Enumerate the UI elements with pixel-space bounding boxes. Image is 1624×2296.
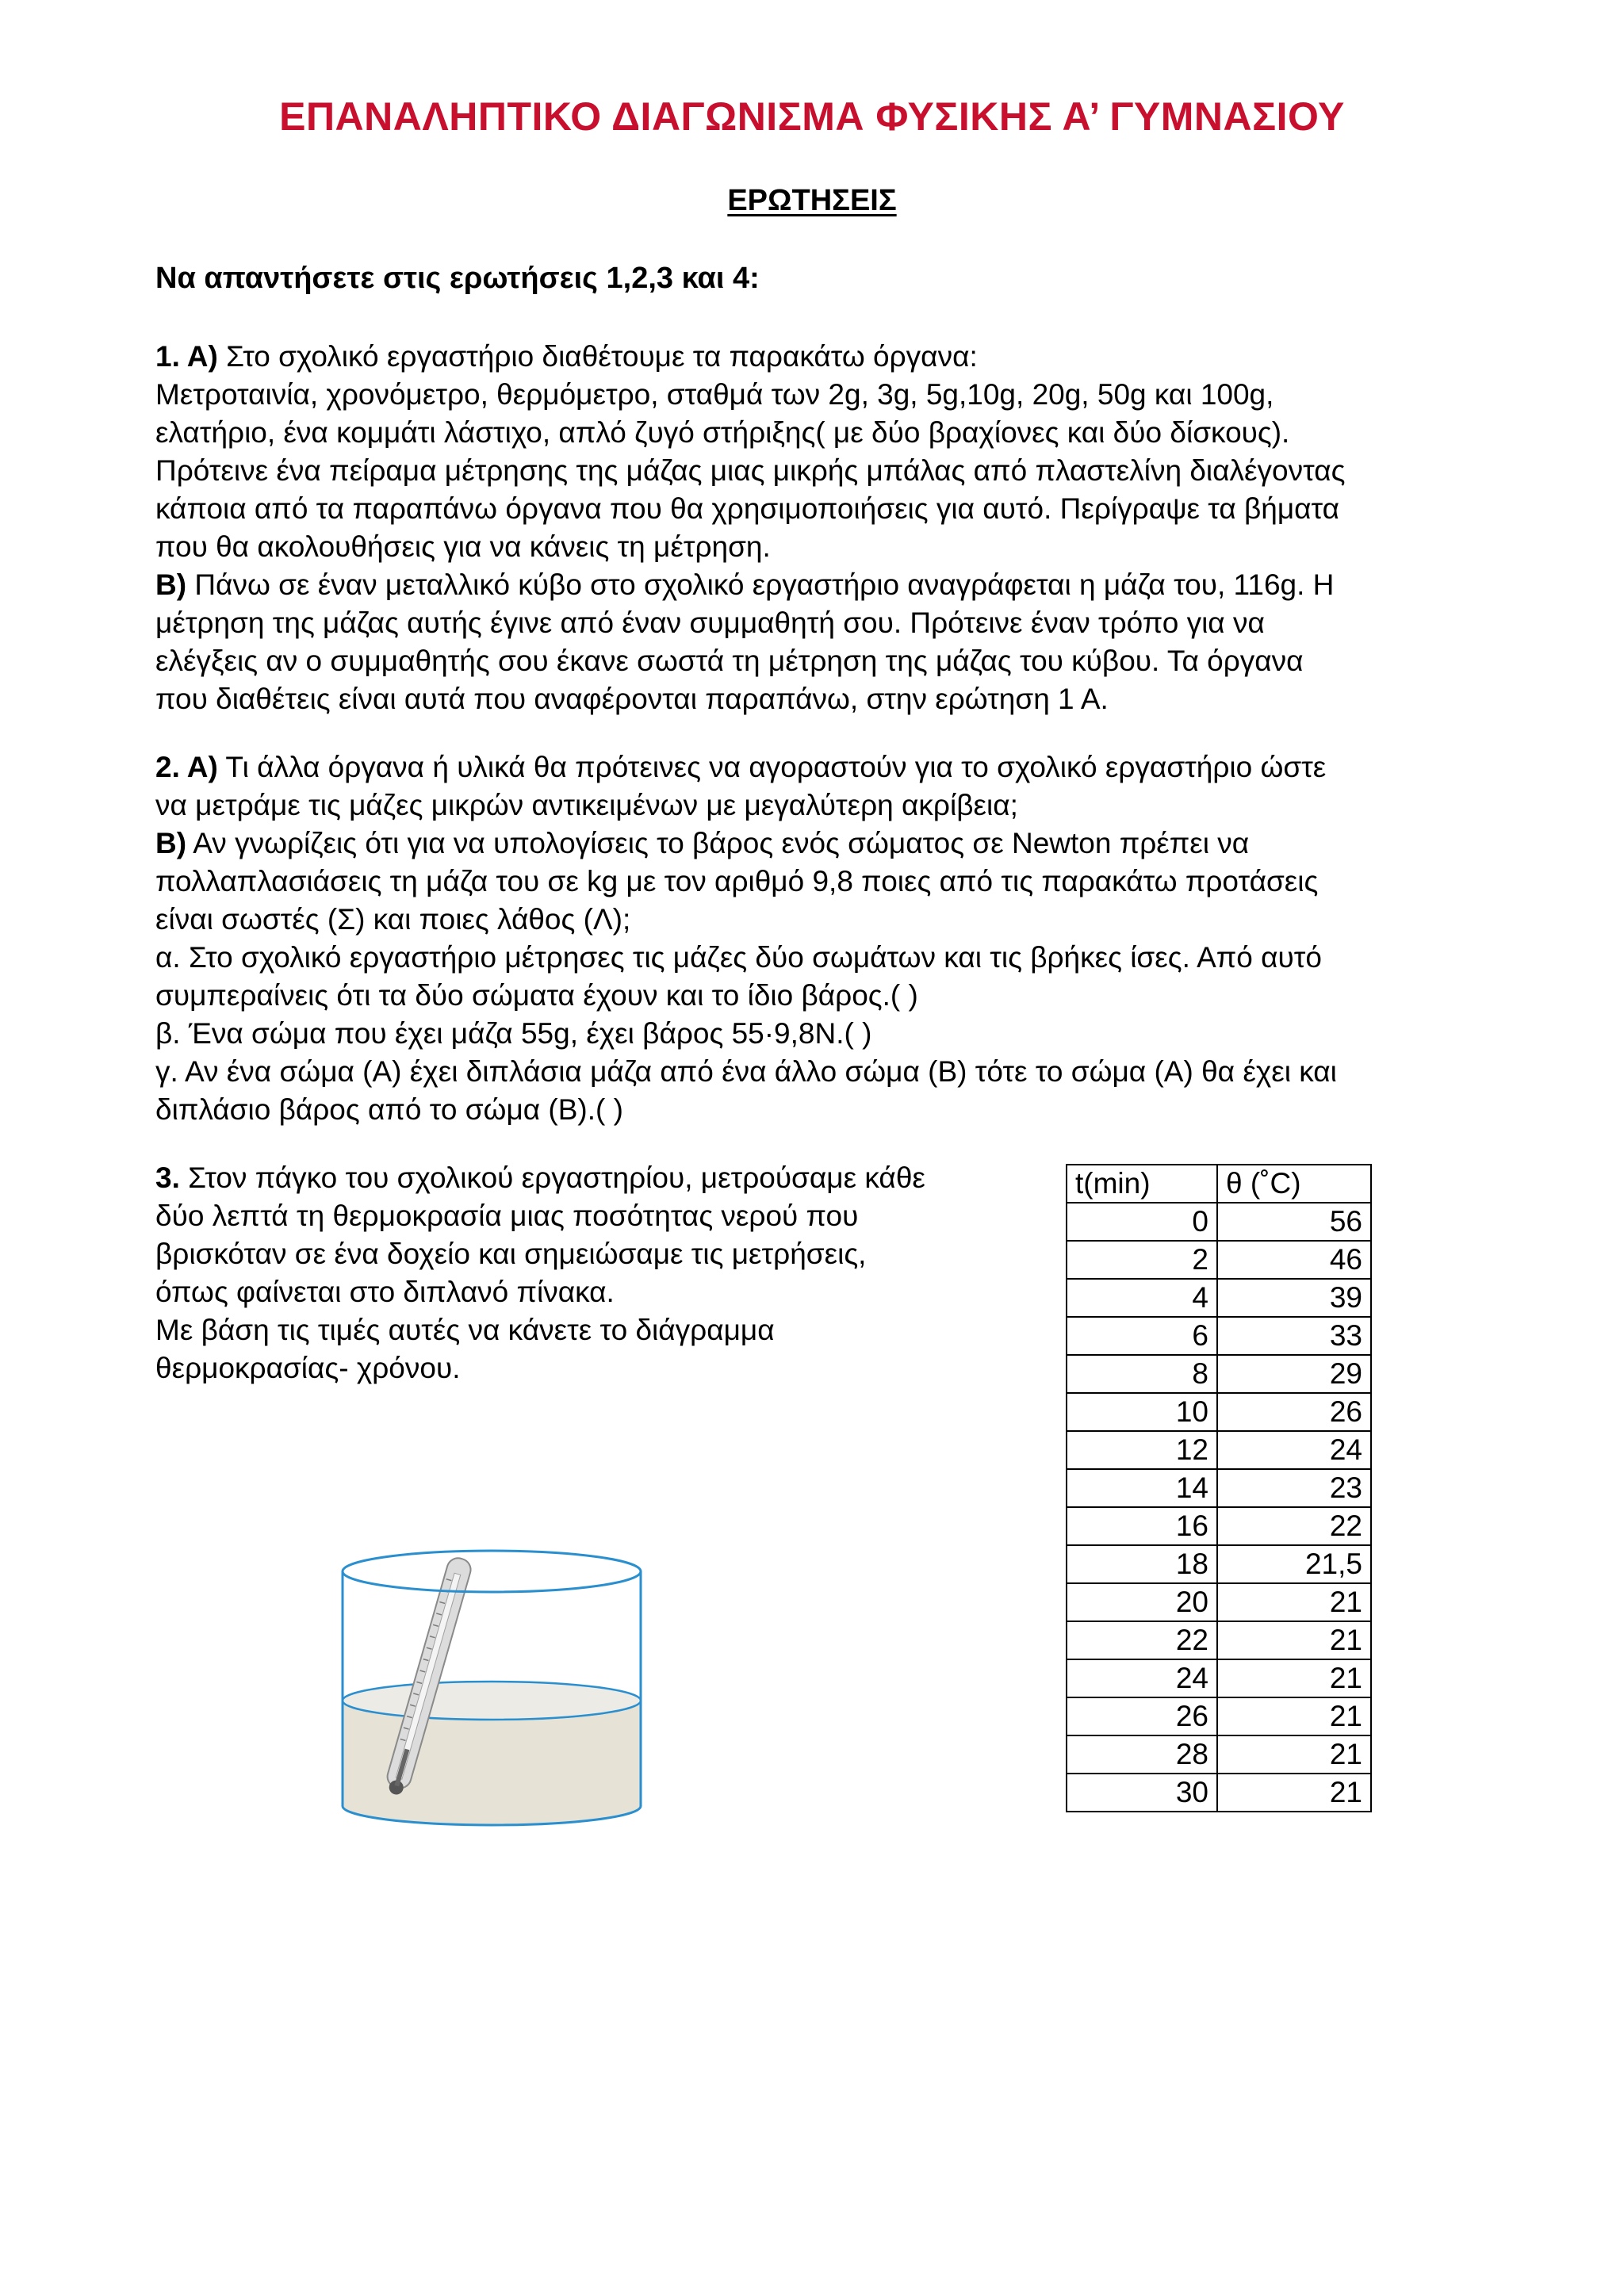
question-3-line: βρισκόταν σε ένα δοχείο και σημειώσαμε τις μετρήσεις,	[155, 1238, 867, 1270]
table-cell-temperature: 56	[1217, 1203, 1371, 1241]
question-3-line: όπως φαίνεται στο διπλανό πίνακα.	[155, 1276, 615, 1308]
table-cell-temperature: 21	[1217, 1774, 1371, 1812]
beaker-with-thermometer-icon	[333, 1538, 650, 1839]
table-row	[1067, 1774, 1371, 1812]
question-3	[155, 1159, 1028, 1387]
question-2b-label: Β)	[155, 827, 187, 859]
table-cell-temperature: 24	[1217, 1431, 1371, 1469]
question-1b-line: που διαθέτεις είναι αυτά που αναφέρονται παραπάνω, στην ερώτηση 1 Α.	[155, 683, 1109, 715]
table-cell-time: 22	[1067, 1621, 1217, 1659]
table-cell-time: 2	[1067, 1241, 1217, 1279]
question-1	[155, 338, 1488, 718]
temperature-time-table	[1066, 1164, 1372, 1812]
table-row	[1067, 1355, 1371, 1393]
question-2a-line: να μετράμε τις μάζες μικρών αντικειμένων με μεγαλύτερη ακρίβεια;	[155, 789, 1018, 821]
table-cell-time: 8	[1067, 1355, 1217, 1393]
table-cell-temperature: 22	[1217, 1507, 1371, 1545]
question-2	[155, 748, 1488, 1129]
table-header-row	[1067, 1165, 1371, 1203]
question-3-label: 3.	[155, 1161, 180, 1194]
section-heading: ΕΡΩΤΗΣΕΙΣ	[727, 184, 897, 217]
question-2b-line: είναι σωστές (Σ) και ποιες λάθος (Λ);	[155, 903, 631, 936]
table-header-temperature: θ (˚C)	[1217, 1165, 1371, 1203]
question-1a-line	[155, 338, 1488, 376]
question-2b-line	[155, 825, 1488, 863]
table-cell-time: 24	[1067, 1659, 1217, 1697]
table-row	[1067, 1317, 1371, 1355]
table-cell-temperature: 33	[1217, 1317, 1371, 1355]
table-cell-time: 18	[1067, 1545, 1217, 1583]
question-1b-line: ελέγξεις αν ο συμμαθητής σου έκανε σωστά τη μέτρηση της μάζας του κύβου. Τα όργανα	[155, 645, 1304, 677]
table-cell-temperature: 21	[1217, 1621, 1371, 1659]
table-cell-temperature: 39	[1217, 1279, 1371, 1317]
table-cell-time: 26	[1067, 1697, 1217, 1735]
question-3-line	[155, 1159, 1028, 1197]
question-1a-text: Στο σχολικό εργαστήριο διαθέτουμε τα παρακάτω όργανα:	[217, 340, 978, 373]
table-cell-temperature: 21	[1217, 1697, 1371, 1735]
question-3-line: θερμοκρασίας- χρόνου.	[155, 1352, 461, 1384]
table-cell-time: 20	[1067, 1583, 1217, 1621]
question-2b-line: α. Στο σχολικό εργαστήριο μέτρησες τις μάζες δύο σωμάτων και τις βρήκες ίσες. Από αυτό	[155, 941, 1322, 974]
table-cell-temperature: 21	[1217, 1735, 1371, 1774]
table-row	[1067, 1241, 1371, 1279]
question-2b-line: διπλάσιο βάρος από το σώμα (Β).( )	[155, 1093, 623, 1126]
table-row	[1067, 1507, 1371, 1545]
question-1a-line: Πρότεινε ένα πείραμα μέτρησης της μάζας μιας μικρής μπάλας από πλαστελίνη διαλέγοντας	[155, 454, 1346, 487]
question-3-line: δύο λεπτά τη θερμοκρασία μιας ποσότητας νερού που	[155, 1200, 859, 1232]
question-1a-line: ελατήριο, ένα κομμάτι λάστιχο, απλό ζυγό στήριξης( με δύο βραχίονες και δύο δίσκους).	[155, 416, 1290, 449]
table-row	[1067, 1469, 1371, 1507]
question-2b-line: συμπεραίνεις ότι τα δύο σώματα έχουν και το ίδιο βάρος.( )	[155, 979, 918, 1012]
table-cell-time: 6	[1067, 1317, 1217, 1355]
question-2a-line	[155, 748, 1488, 786]
question-1a-label: 1. Α)	[155, 340, 218, 373]
table-cell-temperature: 21	[1217, 1659, 1371, 1697]
question-1b-text: Πάνω σε έναν μεταλλικό κύβο στο σχολικό εργαστήριο αναγράφεται η μάζα του, 116g. Η	[186, 568, 1335, 601]
question-2b-line: πολλαπλασιάσεις τη μάζα του σε kg με τον αριθμό 9,8 ποιες από τις παρακάτω προτάσεις	[155, 865, 1319, 897]
table-row	[1067, 1203, 1371, 1241]
table-cell-time: 30	[1067, 1774, 1217, 1812]
table-cell-temperature: 46	[1217, 1241, 1371, 1279]
table-cell-temperature: 29	[1217, 1355, 1371, 1393]
table-cell-temperature: 21,5	[1217, 1545, 1371, 1583]
table-row	[1067, 1393, 1371, 1431]
instructions: Να απαντήσετε στις ερωτήσεις 1,2,3 και 4:	[155, 262, 760, 295]
table-row	[1067, 1279, 1371, 1317]
table-row	[1067, 1659, 1371, 1697]
table-cell-time: 14	[1067, 1469, 1217, 1507]
table-cell-time: 0	[1067, 1203, 1217, 1241]
question-1a-line: κάποια από τα παραπάνω όργανα που θα χρησιμοποιήσεις για αυτό. Περίγραψε τα βήματα	[155, 492, 1340, 525]
table-row	[1067, 1583, 1371, 1621]
question-1b-label: Β)	[155, 568, 187, 601]
table-cell-time: 10	[1067, 1393, 1217, 1431]
table-row	[1067, 1697, 1371, 1735]
table-row	[1067, 1735, 1371, 1774]
question-2a-label: 2. Α)	[155, 751, 218, 783]
table-header-time: t(min)	[1067, 1165, 1217, 1203]
question-2b-line: β. Ένα σώμα που έχει μάζα 55g, έχει βάρος 55·9,8N.( )	[155, 1017, 872, 1050]
question-3-text: Στον πάγκο του σχολικού εργαστηρίου, μετρούσαμε κάθε	[179, 1161, 925, 1194]
question-1a-line: που θα ακολουθήσεις για να κάνεις τη μέτρηση.	[155, 530, 771, 563]
table-row	[1067, 1621, 1371, 1659]
question-1b-line	[155, 566, 1488, 604]
question-1a-line: Μετροταινία, χρονόμετρο, θερμόμετρο, σταθμά των 2g, 3g, 5g,10g, 20g, 50g και 100g,	[155, 378, 1274, 411]
table-cell-time: 28	[1067, 1735, 1217, 1774]
table-cell-temperature: 23	[1217, 1469, 1371, 1507]
table-cell-temperature: 21	[1217, 1583, 1371, 1621]
table-cell-time: 12	[1067, 1431, 1217, 1469]
question-3-line: Με βάση τις τιμές αυτές να κάνετε το διάγραμμα	[155, 1314, 775, 1346]
page-title: ΕΠΑΝΑΛΗΠΤΙΚΟ ΔΙΑΓΩΝΙΣΜΑ ΦΥΣΙΚΗΣ Α’ ΓΥΜΝΑΣΙΟΥ	[279, 94, 1345, 139]
question-2b-line: γ. Αν ένα σώμα (Α) έχει διπλάσια μάζα από ένα άλλο σώμα (Β) τότε το σώμα (Α) θα έχει και	[155, 1055, 1337, 1088]
table-row	[1067, 1431, 1371, 1469]
table-cell-time: 4	[1067, 1279, 1217, 1317]
table-row	[1067, 1545, 1371, 1583]
question-2b-text: Αν γνωρίζεις ότι για να υπολογίσεις το βάρος ενός σώματος σε Newton πρέπει να	[186, 827, 1250, 859]
table-cell-temperature: 26	[1217, 1393, 1371, 1431]
table-cell-time: 16	[1067, 1507, 1217, 1545]
question-2a-text: Τι άλλα όργανα ή υλικά θα πρότεινες να αγοραστούν για το σχολικό εργαστήριο ώστε	[217, 751, 1327, 783]
question-1b-line: μέτρηση της μάζας αυτής έγινε από έναν συμμαθητή σου. Πρότεινε έναν τρόπο για να	[155, 607, 1265, 639]
